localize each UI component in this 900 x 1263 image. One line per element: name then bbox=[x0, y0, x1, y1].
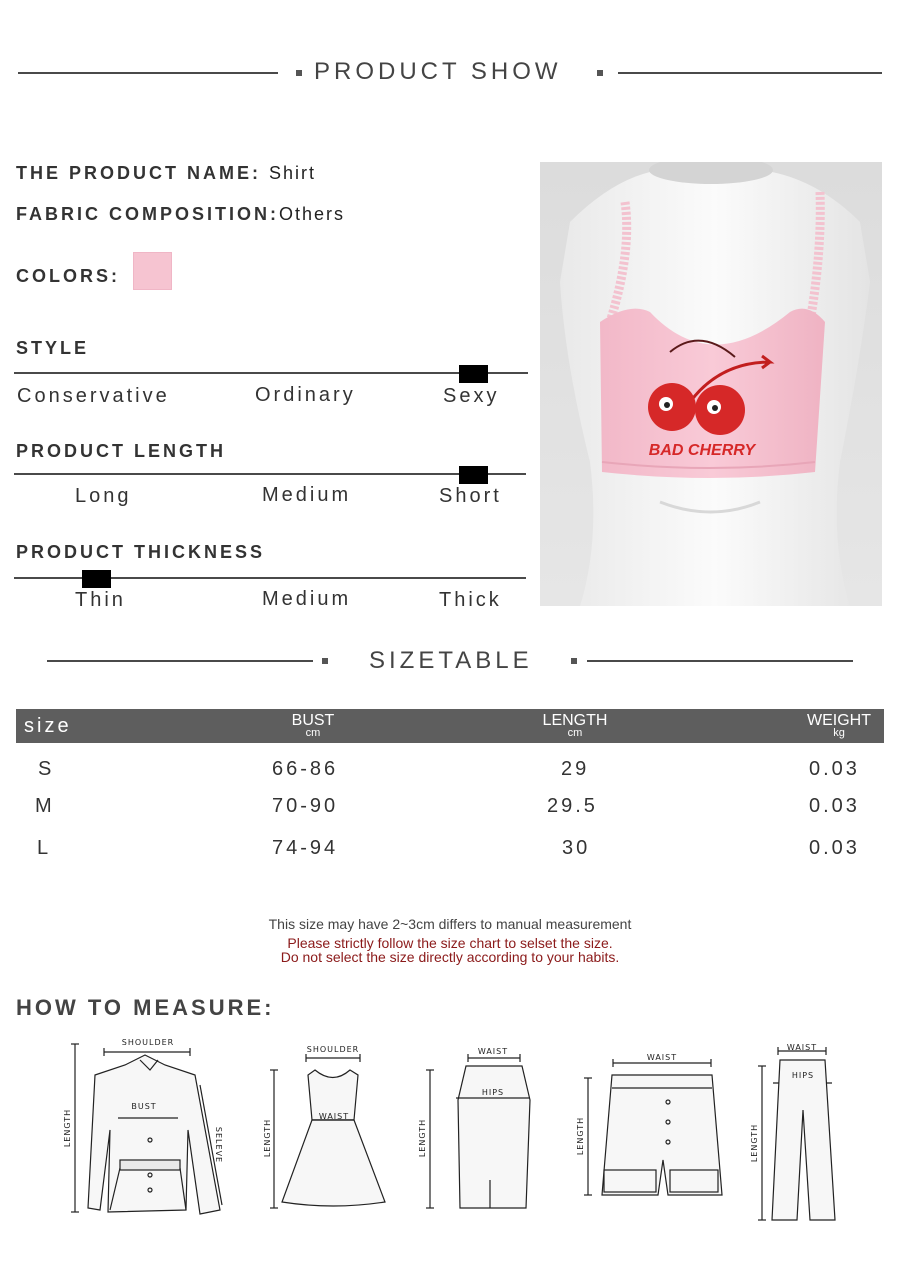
dress-shoulder-label: SHOULDER bbox=[306, 1045, 360, 1054]
fabric-label: FABRIC COMPOSITION: bbox=[16, 204, 279, 224]
thickness-selected-marker bbox=[82, 570, 111, 588]
product-name-label: THE PRODUCT NAME: bbox=[16, 163, 261, 183]
size-table-header bbox=[16, 709, 884, 743]
row-l-bust: 74-94 bbox=[272, 837, 339, 859]
row-l-weight: 0.03 bbox=[809, 837, 860, 859]
pants-length-label: LENGTH bbox=[750, 1123, 759, 1163]
pants-waist-label: WAIST bbox=[786, 1043, 818, 1052]
sizetable-square-left bbox=[322, 658, 328, 664]
skirt-waist-label: WAIST bbox=[477, 1047, 509, 1056]
jacket-shoulder-label: SHOULDER bbox=[121, 1038, 175, 1047]
note-follow-chart: Please strictly follow the size chart to selset the size. bbox=[287, 935, 613, 951]
col-weight-unit: kg bbox=[833, 727, 845, 739]
fabric-row bbox=[16, 204, 345, 225]
color-swatch-pink[interactable] bbox=[133, 252, 172, 290]
shorts-waist-label: WAIST bbox=[646, 1053, 678, 1062]
colors-label: COLORS: bbox=[16, 266, 120, 286]
row-l-length: 30 bbox=[562, 837, 591, 859]
length-scale-line bbox=[14, 473, 526, 475]
col-length-unit: cm bbox=[567, 727, 583, 739]
jacket-bust-label: BUST bbox=[131, 1102, 157, 1111]
row-s-size: S bbox=[38, 758, 55, 780]
thickness-option-thin: Thin bbox=[75, 589, 126, 611]
thickness-title: PRODUCT THICKNESS bbox=[16, 542, 266, 562]
style-selected-marker bbox=[459, 365, 488, 383]
measure-title: HOW TO MEASURE: bbox=[16, 995, 275, 1020]
col-length-label: LENGTH bbox=[542, 712, 608, 729]
row-l-size: L bbox=[37, 837, 52, 859]
style-scale-line bbox=[14, 372, 528, 374]
length-option-short: Short bbox=[439, 485, 502, 507]
row-m-length: 29.5 bbox=[547, 795, 598, 817]
measure-diagrams bbox=[0, 1030, 900, 1230]
sizetable-rule-left bbox=[47, 660, 313, 662]
thickness-option-thick: Thick bbox=[439, 589, 502, 611]
sizetable-title: SIZETABLE bbox=[369, 647, 533, 674]
note-measurement: This size may have 2~3cm differs to manual measurement bbox=[268, 916, 632, 932]
page-title: PRODUCT SHOW bbox=[314, 58, 562, 85]
skirt-length-label: LENGTH bbox=[418, 1118, 427, 1158]
col-bust bbox=[268, 713, 358, 739]
col-weight-label: WEIGHT bbox=[807, 712, 871, 729]
length-title: PRODUCT LENGTH bbox=[16, 441, 226, 461]
col-weight bbox=[794, 713, 884, 739]
header-rule-right bbox=[618, 72, 882, 74]
skirt-diagram bbox=[426, 1054, 530, 1208]
fabric-value: Others bbox=[279, 204, 346, 224]
row-m-weight: 0.03 bbox=[809, 795, 860, 817]
sizetable-square-right bbox=[571, 658, 577, 664]
jacket-diagram bbox=[71, 1044, 222, 1214]
style-option-conservative: Conservative bbox=[17, 385, 170, 407]
pants-hips-label: HIPS bbox=[791, 1071, 815, 1080]
col-bust-label: BUST bbox=[291, 712, 335, 729]
dress-waist-label: WAIST bbox=[318, 1112, 350, 1121]
style-option-ordinary: Ordinary bbox=[255, 384, 356, 406]
row-m-size: M bbox=[35, 795, 55, 817]
length-option-long: Long bbox=[75, 485, 132, 507]
style-title: STYLE bbox=[16, 338, 90, 358]
product-photo bbox=[540, 162, 882, 606]
dress-diagram bbox=[270, 1054, 385, 1208]
col-length bbox=[530, 713, 620, 739]
length-option-medium: Medium bbox=[262, 484, 352, 506]
dress-length-label: LENGTH bbox=[263, 1118, 272, 1158]
jacket-sleeve-label: SELEVE bbox=[214, 1126, 223, 1164]
row-s-weight: 0.03 bbox=[809, 758, 860, 780]
sizetable-rule-right bbox=[587, 660, 853, 662]
row-s-length: 29 bbox=[561, 758, 590, 780]
skirt-hips-label: HIPS bbox=[481, 1088, 505, 1097]
shorts-diagram bbox=[584, 1059, 722, 1195]
header-square-right bbox=[597, 70, 603, 76]
col-bust-unit: cm bbox=[305, 727, 321, 739]
jacket-length-label: LENGTH bbox=[63, 1108, 72, 1148]
header-square-left bbox=[296, 70, 302, 76]
shorts-length-label: LENGTH bbox=[576, 1116, 585, 1156]
col-size: size bbox=[24, 715, 72, 737]
photo-print-text: BAD CHERRY bbox=[648, 442, 756, 459]
product-name-row bbox=[16, 163, 316, 184]
note-habits: Do not select the size directly according to your habits. bbox=[280, 949, 620, 965]
length-selected-marker bbox=[459, 466, 488, 484]
thickness-option-medium: Medium bbox=[262, 588, 352, 610]
row-s-bust: 66-86 bbox=[272, 758, 339, 780]
row-m-bust: 70-90 bbox=[272, 795, 339, 817]
product-name-value: Shirt bbox=[269, 163, 317, 183]
style-option-sexy: Sexy bbox=[443, 385, 500, 407]
header-rule-left bbox=[18, 72, 278, 74]
